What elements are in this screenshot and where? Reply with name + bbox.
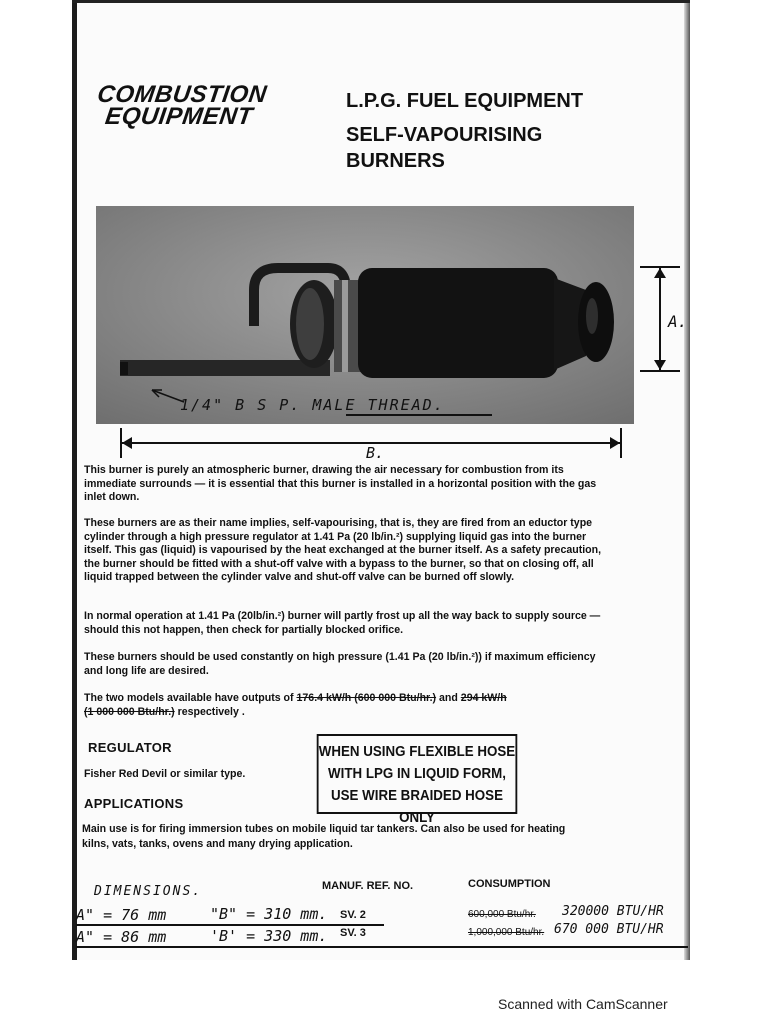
- paragraph-normal-operation: In normal operation at 1.41 Pa (20lb/in.²) burner will partly frost up all the way back to supply source — should this not happen, then check for partially blocked orifice.: [84, 610, 601, 636]
- row-1-ref: SV. 2: [340, 909, 366, 921]
- regulator-heading: REGULATOR: [88, 740, 172, 755]
- row-2-dim-a: A" = 86 mm: [76, 928, 167, 946]
- burner-illustration: [96, 206, 634, 424]
- dimension-a-label: A.: [668, 312, 688, 331]
- document-title: [346, 86, 583, 174]
- applications-line-2: kilns, vats, tanks, ovens and many drying application.: [82, 838, 353, 850]
- brand-logo: [93, 81, 269, 130]
- title-line-2: SELF-VAPOURISING: [346, 124, 543, 146]
- title-line-3: BURNERS: [346, 150, 445, 172]
- models-text-end: respectively .: [174, 705, 245, 718]
- applications-line-1: Main use is for firing immersion tubes on mobile liquid tar tankers. Can also be used for heating: [82, 823, 566, 835]
- models-text-start: The two models available have outputs of: [84, 692, 297, 704]
- models-struck-output-3: (1 000 000 Btu/hr.): [84, 705, 175, 718]
- brand-line-2: EQUIPMENT: [103, 103, 255, 130]
- row-1-dim-a: A" = 76 mm: [76, 906, 167, 924]
- burner-photo: [96, 206, 634, 424]
- paragraph-high-pressure: These burners should be used constantly on high pressure (1.41 Pa (20 lb/in.²)) if maximum efficiency and long life are desired.: [84, 651, 596, 677]
- paragraph-self-vapourising: These burners are as their name implies, self-vapourising, that is, they are fired from an eductor type cylinder through a high pressure regulator at 1.41 Pa (20 lb/in.²) supplying liquid gas into the burner itself. This gas (liquid) is vapourised by the heat exchanged at the burner itself. As a safety precaution, the burner should be fitted with a shut-off valve with a bypass to the burner, so that on closing off, all liquid trapped between the cylinder valve and shut-off valve can be burned off slowly.: [84, 517, 602, 583]
- models-text-mid: and: [436, 692, 461, 704]
- dimensions-title: DIMENSIONS.: [94, 884, 203, 899]
- row-1-dim-b: "B" = 310 mm.: [210, 905, 328, 923]
- paragraph-atmospheric: This burner is purely an atmospheric burner, drawing the air necessary for combustion from its immediate surrounds — it is essential that this burner is installed in a horizontal position with the gas inlet down.: [84, 464, 597, 503]
- thread-label-underline: [346, 414, 492, 416]
- row-1-consumption: 320000 BTU/HR: [562, 904, 664, 919]
- dimension-b-label: B.: [366, 444, 385, 462]
- warning-line-3: USE WIRE BRAIDED HOSE ONLY: [331, 788, 503, 826]
- row-2-ref: SV. 3: [340, 927, 366, 939]
- models-struck-output-1: 176.4 kW/h (600 000 Btu/hr.): [296, 692, 437, 704]
- title-line-1: L.P.G. FUEL EQUIPMENT: [346, 90, 584, 112]
- warning-line-2: WITH LPG IN LIQUID FORM,: [328, 766, 506, 782]
- row-2-struck-consumption: 1,000,000 Btu/hr.: [468, 927, 545, 938]
- thread-label: 1/4" B S P. MALE THREAD.: [180, 396, 445, 414]
- dimensions-table: [76, 872, 696, 952]
- warning-box: [317, 734, 518, 826]
- applications-heading: APPLICATIONS: [84, 796, 184, 811]
- applications-text: [82, 822, 622, 852]
- row-2-consumption: 670 000 BTU/HR: [554, 922, 664, 937]
- row-2-dim-b: 'B' = 330 mm.: [210, 927, 328, 945]
- row-divider: [76, 924, 384, 926]
- models-struck-output-2: 294 kW/h: [460, 692, 507, 704]
- paragraph-models: [84, 692, 604, 719]
- warning-line-1: WHEN USING FLEXIBLE HOSE: [318, 744, 516, 760]
- dimension-b-marker: [114, 428, 626, 468]
- table-bottom-rule: [76, 946, 688, 948]
- row-1-struck-consumption: 600,000 Btu/hr.: [468, 909, 536, 920]
- col-header-consumption: CONSUMPTION: [468, 878, 551, 890]
- scanner-watermark: Scanned with CamScanner: [498, 996, 668, 1012]
- col-header-ref: MANUF. REF. NO.: [322, 880, 414, 892]
- dimension-a-marker: [640, 262, 688, 378]
- brand-line-1: COMBUSTION: [95, 81, 269, 108]
- paper-right-edge: [684, 0, 690, 960]
- regulator-text: Fisher Red Devil or similar type.: [84, 768, 246, 780]
